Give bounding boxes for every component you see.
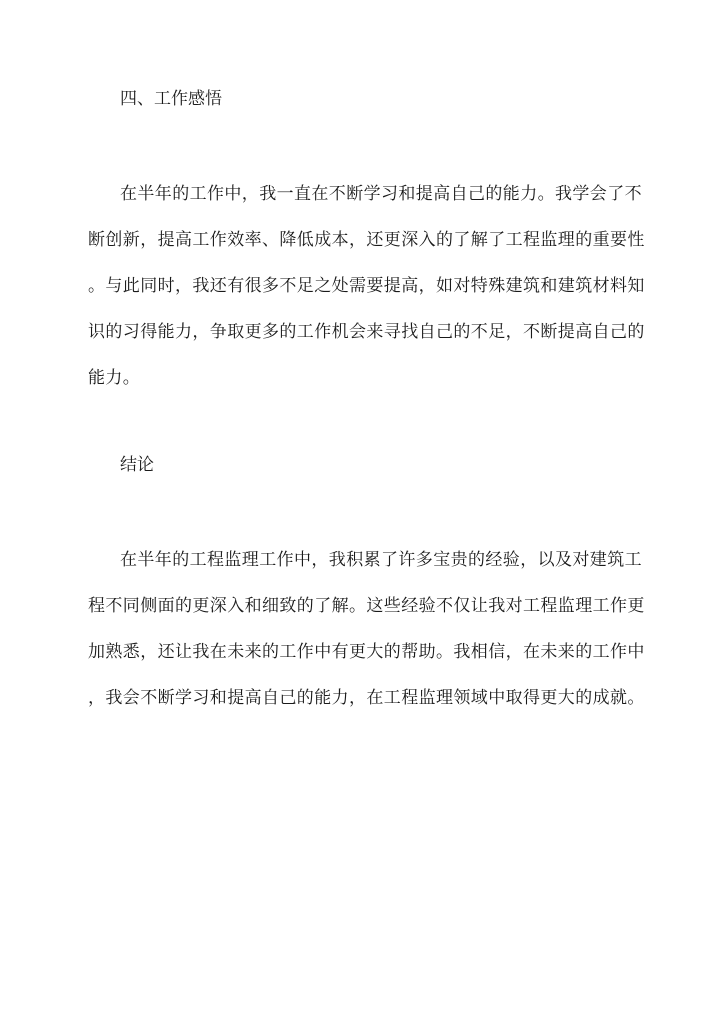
paragraph-line: 能力。 <box>88 368 141 388</box>
paragraph-line: ，我会不断学习和提高自己的能力，在工程监理领域中取得更大的成就。 <box>88 688 645 708</box>
paragraph-line: 在半年的工程监理工作中，我积累了许多宝贵的经验，以及对建筑工 <box>120 550 642 570</box>
paragraph-line: 在半年的工作中，我一直在不断学习和提高自己的能力。我学会了不 <box>120 184 642 204</box>
paragraph-work-insights <box>88 183 645 413</box>
paragraph-line: 加熟悉，还让我在未来的工作中有更大的帮助。我相信，在未来的工作中 <box>88 642 645 662</box>
section-heading-conclusion: 结论 <box>120 455 154 475</box>
paragraph-line: 断创新，提高工作效率、降低成本，还更深入的了解了工程监理的重要性 <box>88 230 645 250</box>
paragraph-conclusion <box>88 549 645 733</box>
paragraph-line: 程不同侧面的更深入和细致的了解。这些经验不仅让我对工程监理工作更 <box>88 596 645 616</box>
paragraph-line: 。与此同时，我还有很多不足之处需要提高，如对特殊建筑和建筑材料知 <box>88 276 645 296</box>
paragraph-line: 识的习得能力，争取更多的工作机会来寻找自己的不足，不断提高自己的 <box>88 322 645 342</box>
section-heading-work-insights: 四、工作感悟 <box>120 89 222 109</box>
